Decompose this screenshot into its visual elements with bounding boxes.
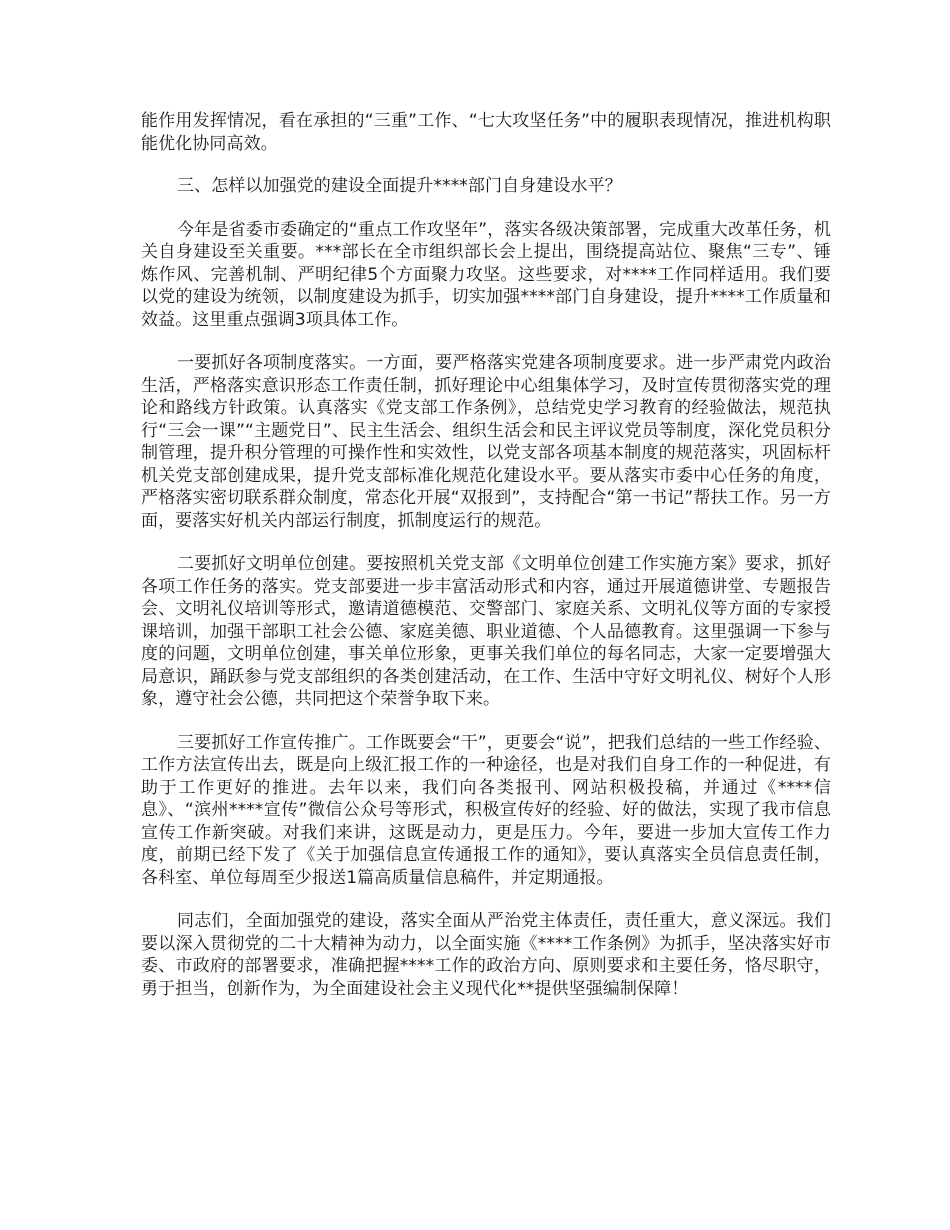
document-page [141, 110, 831, 1000]
paragraph-item-2: 二要抓好文明单位创建。要按照机关党支部《文明单位创建工作实施方案》要求，抓好各项工作任务的落实。党支部要进一步丰富活动形式和内容，通过开展道德讲堂、专题报告会、文明礼仪培训等形式，邀请道德模范、交警部门、家庭关系、文明礼仪等方面的专家授课培训，加强干部职工社会公德、家庭美德、职业道德、个人品德教育。这里强调一下参与度的问题，文明单位创建，事关单位形象，更事关我们单位的每名同志，大家一定要增强大局意识，踊跃参与党支部组织的各类创建活动，在工作、生活中守好文明礼仪、树好个人形象，遵守社会公德，共同把这个荣誉争取下来。 [141, 554, 831, 709]
paragraph-item-3: 三要抓好工作宣传推广。工作既要会“干”，更要会“说”，把我们总结的一些工作经验、工作方法宣传出去，既是向上级汇报工作的一种途径，也是对我们自身工作的一种促进，有助于工作更好的推进。去年以来，我们向各类报刊、网站积极投稿，并通过《****信息》、“滨州****宣传”微信公众号等形式，积极宣传好的经验、好的做法，实现了我市信息宣传工作新突破。对我们来讲，这既是动力，更是压力。今年，要进一步加大宣传工作力度，前期已经下发了《关于加强信息宣传通报工作的通知》，要认真落实全员信息责任制，各科室、单位每周至少报送1篇高质量信息稿件，并定期通报。 [141, 732, 831, 888]
section-heading: 三、怎样以加强党的建设全面提升****部门自身建设水平？ [177, 176, 622, 196]
paragraph-continuation: 能作用发挥情况，看在承担的“三重”工作、“七大攻坚任务”中的履职表现情况，推进机构职能优化协同高效。 [141, 111, 831, 154]
paragraph-item-1: 一要抓好各项制度落实。一方面，要严格落实党建各项制度要求。进一步严肃党内政治生活，严格落实意识形态工作责任制，抓好理论中心组集体学习，及时宣传贯彻落实党的理论和路线方针政策。认真落实《党支部工作条例》，总结党史学习教育的经验做法，规范执行“三会一课”“主题党日”、民主生活会、组织生活会和民主评议党员等制度，深化党员积分制管理，提升积分管理的可操作性和实效性，以党支部各项基本制度的规范落实，巩固标杆机关党支部创建成果，提升党支部标准化规范化建设水平。要从落实市委中心任务的角度，严格落实密切联系群众制度，常态化开展“双报到”，支持配合“第一书记”帮扶工作。另一方面，要落实好机关内部运行制度，抓制度运行的规范。 [141, 353, 831, 531]
paragraph-intro: 今年是省委市委确定的“重点工作攻坚年”，落实各级决策部署，完成重大改革任务，机关自身建设至关重要。***部长在全市组织部长会上提出，围绕提高站位、聚焦“三专”、锤炼作风、完善机制、严明纪律5个方面聚力攻坚。这些要求，对****工作同样适用。我们要以党的建设为统领，以制度建设为抓手，切实加强****部门自身建设，提升****工作质量和效益。这里重点强调3项具体工作。 [141, 219, 831, 330]
paragraph-closing: 同志们，全面加强党的建设，落实全面从严治党主体责任，责任重大，意义深远。我们要以深入贯彻党的二十大精神为动力，以全面实施《****工作条例》为抓手，坚决落实好市委、市政府的部署要求，准确把握****工作的政治方向、原则要求和主要任务，恪尽职守，勇于担当，创新作为，为全面建设社会主义现代化**提供坚强编制保障！ [141, 911, 831, 999]
